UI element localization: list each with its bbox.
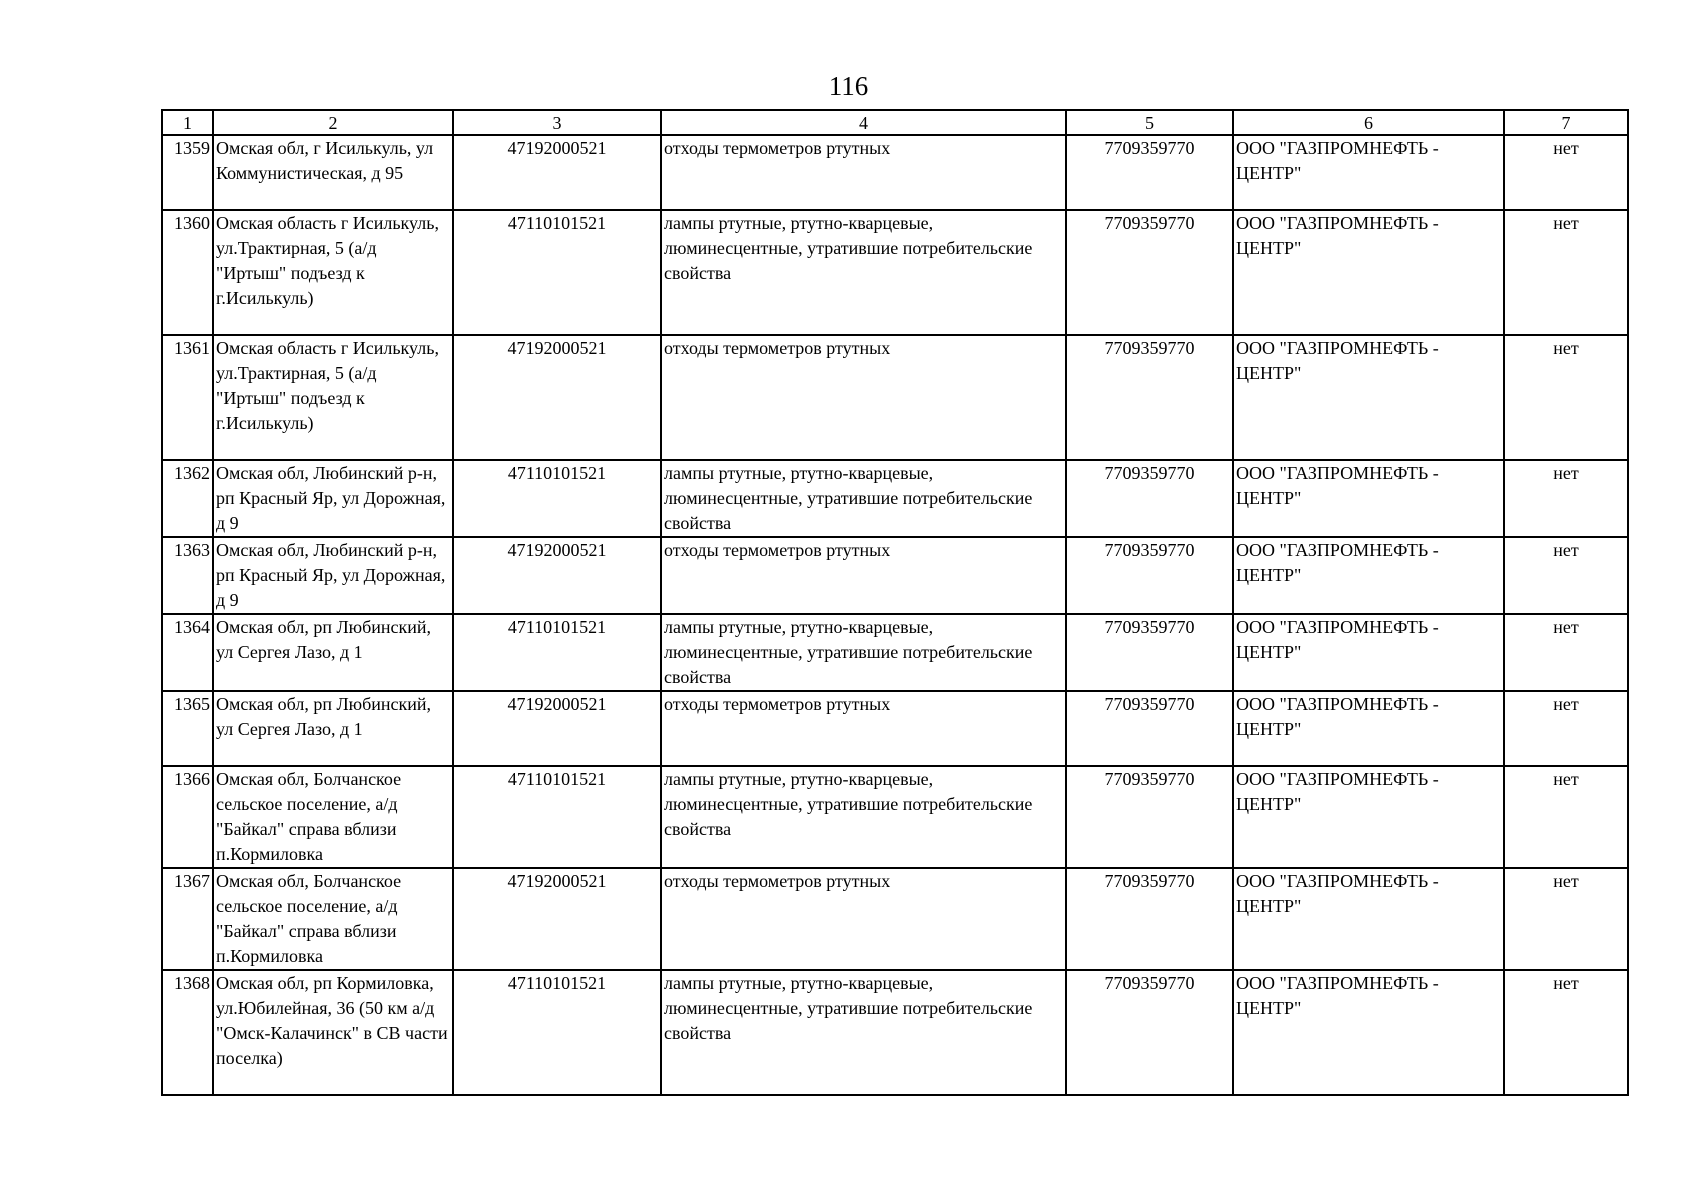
table-row — [162, 766, 1628, 868]
organization-cell: ООО "ГАЗПРОМНЕФТЬ - ЦЕНТР" — [1233, 135, 1504, 210]
page-number: 116 — [828, 71, 869, 101]
waste-code-cell: 47110101521 — [453, 766, 661, 868]
table-row — [162, 691, 1628, 766]
row-number: 1362 — [162, 460, 213, 537]
waste-registry-table — [161, 109, 1629, 1096]
address-cell: Омская обл, Болчанское сельское поселение, а/д "Байкал" справа вблизи п.Кормиловка — [213, 868, 453, 970]
waste-name-cell: отходы термометров ртутных — [661, 135, 1066, 210]
waste-name-cell: отходы термометров ртутных — [661, 691, 1066, 766]
waste-code-cell: 47110101521 — [453, 970, 661, 1095]
organization-cell: ООО "ГАЗПРОМНЕФТЬ - ЦЕНТР" — [1233, 335, 1504, 460]
inn-cell: 7709359770 — [1066, 614, 1233, 691]
waste-code-cell: 47192000521 — [453, 537, 661, 614]
address-cell: Омская обл, рп Кормиловка, ул.Юбилейная, 36 (50 км а/д "Омск-Калачинск" в СВ части поселка) — [213, 970, 453, 1095]
waste-name-cell: лампы ртутные, ртутно-кварцевые, люминесцентные, утратившие потребительские свойства — [661, 210, 1066, 335]
flag-cell: нет — [1504, 868, 1628, 970]
flag-cell: нет — [1504, 766, 1628, 868]
inn-cell: 7709359770 — [1066, 691, 1233, 766]
inn-cell: 7709359770 — [1066, 970, 1233, 1095]
flag-cell: нет — [1504, 537, 1628, 614]
waste-name-cell: отходы термометров ртутных — [661, 537, 1066, 614]
flag-cell: нет — [1504, 210, 1628, 335]
row-number: 1364 — [162, 614, 213, 691]
flag-cell: нет — [1504, 460, 1628, 537]
table-row — [162, 335, 1628, 460]
inn-cell: 7709359770 — [1066, 135, 1233, 210]
flag-cell: нет — [1504, 614, 1628, 691]
column-header: 2 — [213, 110, 453, 135]
inn-cell: 7709359770 — [1066, 766, 1233, 868]
address-cell: Омская обл, г Исилькуль, ул Коммунистическая, д 95 — [213, 135, 453, 210]
table-row — [162, 460, 1628, 537]
row-number: 1368 — [162, 970, 213, 1095]
inn-cell: 7709359770 — [1066, 460, 1233, 537]
organization-cell: ООО "ГАЗПРОМНЕФТЬ - ЦЕНТР" — [1233, 766, 1504, 868]
column-header: 6 — [1233, 110, 1504, 135]
flag-cell: нет — [1504, 970, 1628, 1095]
inn-cell: 7709359770 — [1066, 868, 1233, 970]
address-cell: Омская обл, Болчанское сельское поселение, а/д "Байкал" справа вблизи п.Кормиловка — [213, 766, 453, 868]
waste-name-cell: лампы ртутные, ртутно-кварцевые, люминесцентные, утратившие потребительские свойства — [661, 766, 1066, 868]
column-header: 4 — [661, 110, 1066, 135]
waste-name-cell: лампы ртутные, ртутно-кварцевые, люминесцентные, утратившие потребительские свойства — [661, 460, 1066, 537]
table-row — [162, 537, 1628, 614]
waste-name-cell: отходы термометров ртутных — [661, 868, 1066, 970]
waste-name-cell: лампы ртутные, ртутно-кварцевые, люминесцентные, утратившие потребительские свойства — [661, 970, 1066, 1095]
waste-code-cell: 47110101521 — [453, 460, 661, 537]
organization-cell: ООО "ГАЗПРОМНЕФТЬ - ЦЕНТР" — [1233, 614, 1504, 691]
row-number: 1361 — [162, 335, 213, 460]
row-number: 1363 — [162, 537, 213, 614]
table-row — [162, 135, 1628, 210]
organization-cell: ООО "ГАЗПРОМНЕФТЬ - ЦЕНТР" — [1233, 691, 1504, 766]
table-row — [162, 210, 1628, 335]
row-number: 1366 — [162, 766, 213, 868]
waste-code-cell: 47110101521 — [453, 614, 661, 691]
row-number: 1367 — [162, 868, 213, 970]
flag-cell: нет — [1504, 135, 1628, 210]
address-cell: Омская обл, рп Любинский, ул Сергея Лазо, д 1 — [213, 614, 453, 691]
inn-cell: 7709359770 — [1066, 210, 1233, 335]
table-row — [162, 868, 1628, 970]
address-cell: Омская область г Исилькуль, ул.Трактирная, 5 (а/д "Иртыш" подъезд к г.Исилькуль) — [213, 210, 453, 335]
table-row — [162, 970, 1628, 1095]
address-cell: Омская обл, Любинский р-н, рп Красный Яр, ул Дорожная, д 9 — [213, 460, 453, 537]
header-row — [162, 110, 1628, 135]
organization-cell: ООО "ГАЗПРОМНЕФТЬ - ЦЕНТР" — [1233, 868, 1504, 970]
waste-code-cell: 47192000521 — [453, 135, 661, 210]
column-header: 7 — [1504, 110, 1628, 135]
waste-name-cell: отходы термометров ртутных — [661, 335, 1066, 460]
column-header: 1 — [162, 110, 213, 135]
table-row — [162, 614, 1628, 691]
inn-cell: 7709359770 — [1066, 335, 1233, 460]
waste-code-cell: 47110101521 — [453, 210, 661, 335]
address-cell: Омская область г Исилькуль, ул.Трактирная, 5 (а/д "Иртыш" подъезд к г.Исилькуль) — [213, 335, 453, 460]
waste-code-cell: 47192000521 — [453, 691, 661, 766]
flag-cell: нет — [1504, 335, 1628, 460]
organization-cell: ООО "ГАЗПРОМНЕФТЬ - ЦЕНТР" — [1233, 537, 1504, 614]
inn-cell: 7709359770 — [1066, 537, 1233, 614]
row-number: 1359 — [162, 135, 213, 210]
flag-cell: нет — [1504, 691, 1628, 766]
organization-cell: ООО "ГАЗПРОМНЕФТЬ - ЦЕНТР" — [1233, 210, 1504, 335]
row-number: 1360 — [162, 210, 213, 335]
waste-code-cell: 47192000521 — [453, 335, 661, 460]
address-cell: Омская обл, рп Любинский, ул Сергея Лазо, д 1 — [213, 691, 453, 766]
organization-cell: ООО "ГАЗПРОМНЕФТЬ - ЦЕНТР" — [1233, 970, 1504, 1095]
waste-code-cell: 47192000521 — [453, 868, 661, 970]
row-number: 1365 — [162, 691, 213, 766]
column-header: 3 — [453, 110, 661, 135]
address-cell: Омская обл, Любинский р-н, рп Красный Яр, ул Дорожная, д 9 — [213, 537, 453, 614]
waste-name-cell: лампы ртутные, ртутно-кварцевые, люминесцентные, утратившие потребительские свойства — [661, 614, 1066, 691]
organization-cell: ООО "ГАЗПРОМНЕФТЬ - ЦЕНТР" — [1233, 460, 1504, 537]
column-header: 5 — [1066, 110, 1233, 135]
